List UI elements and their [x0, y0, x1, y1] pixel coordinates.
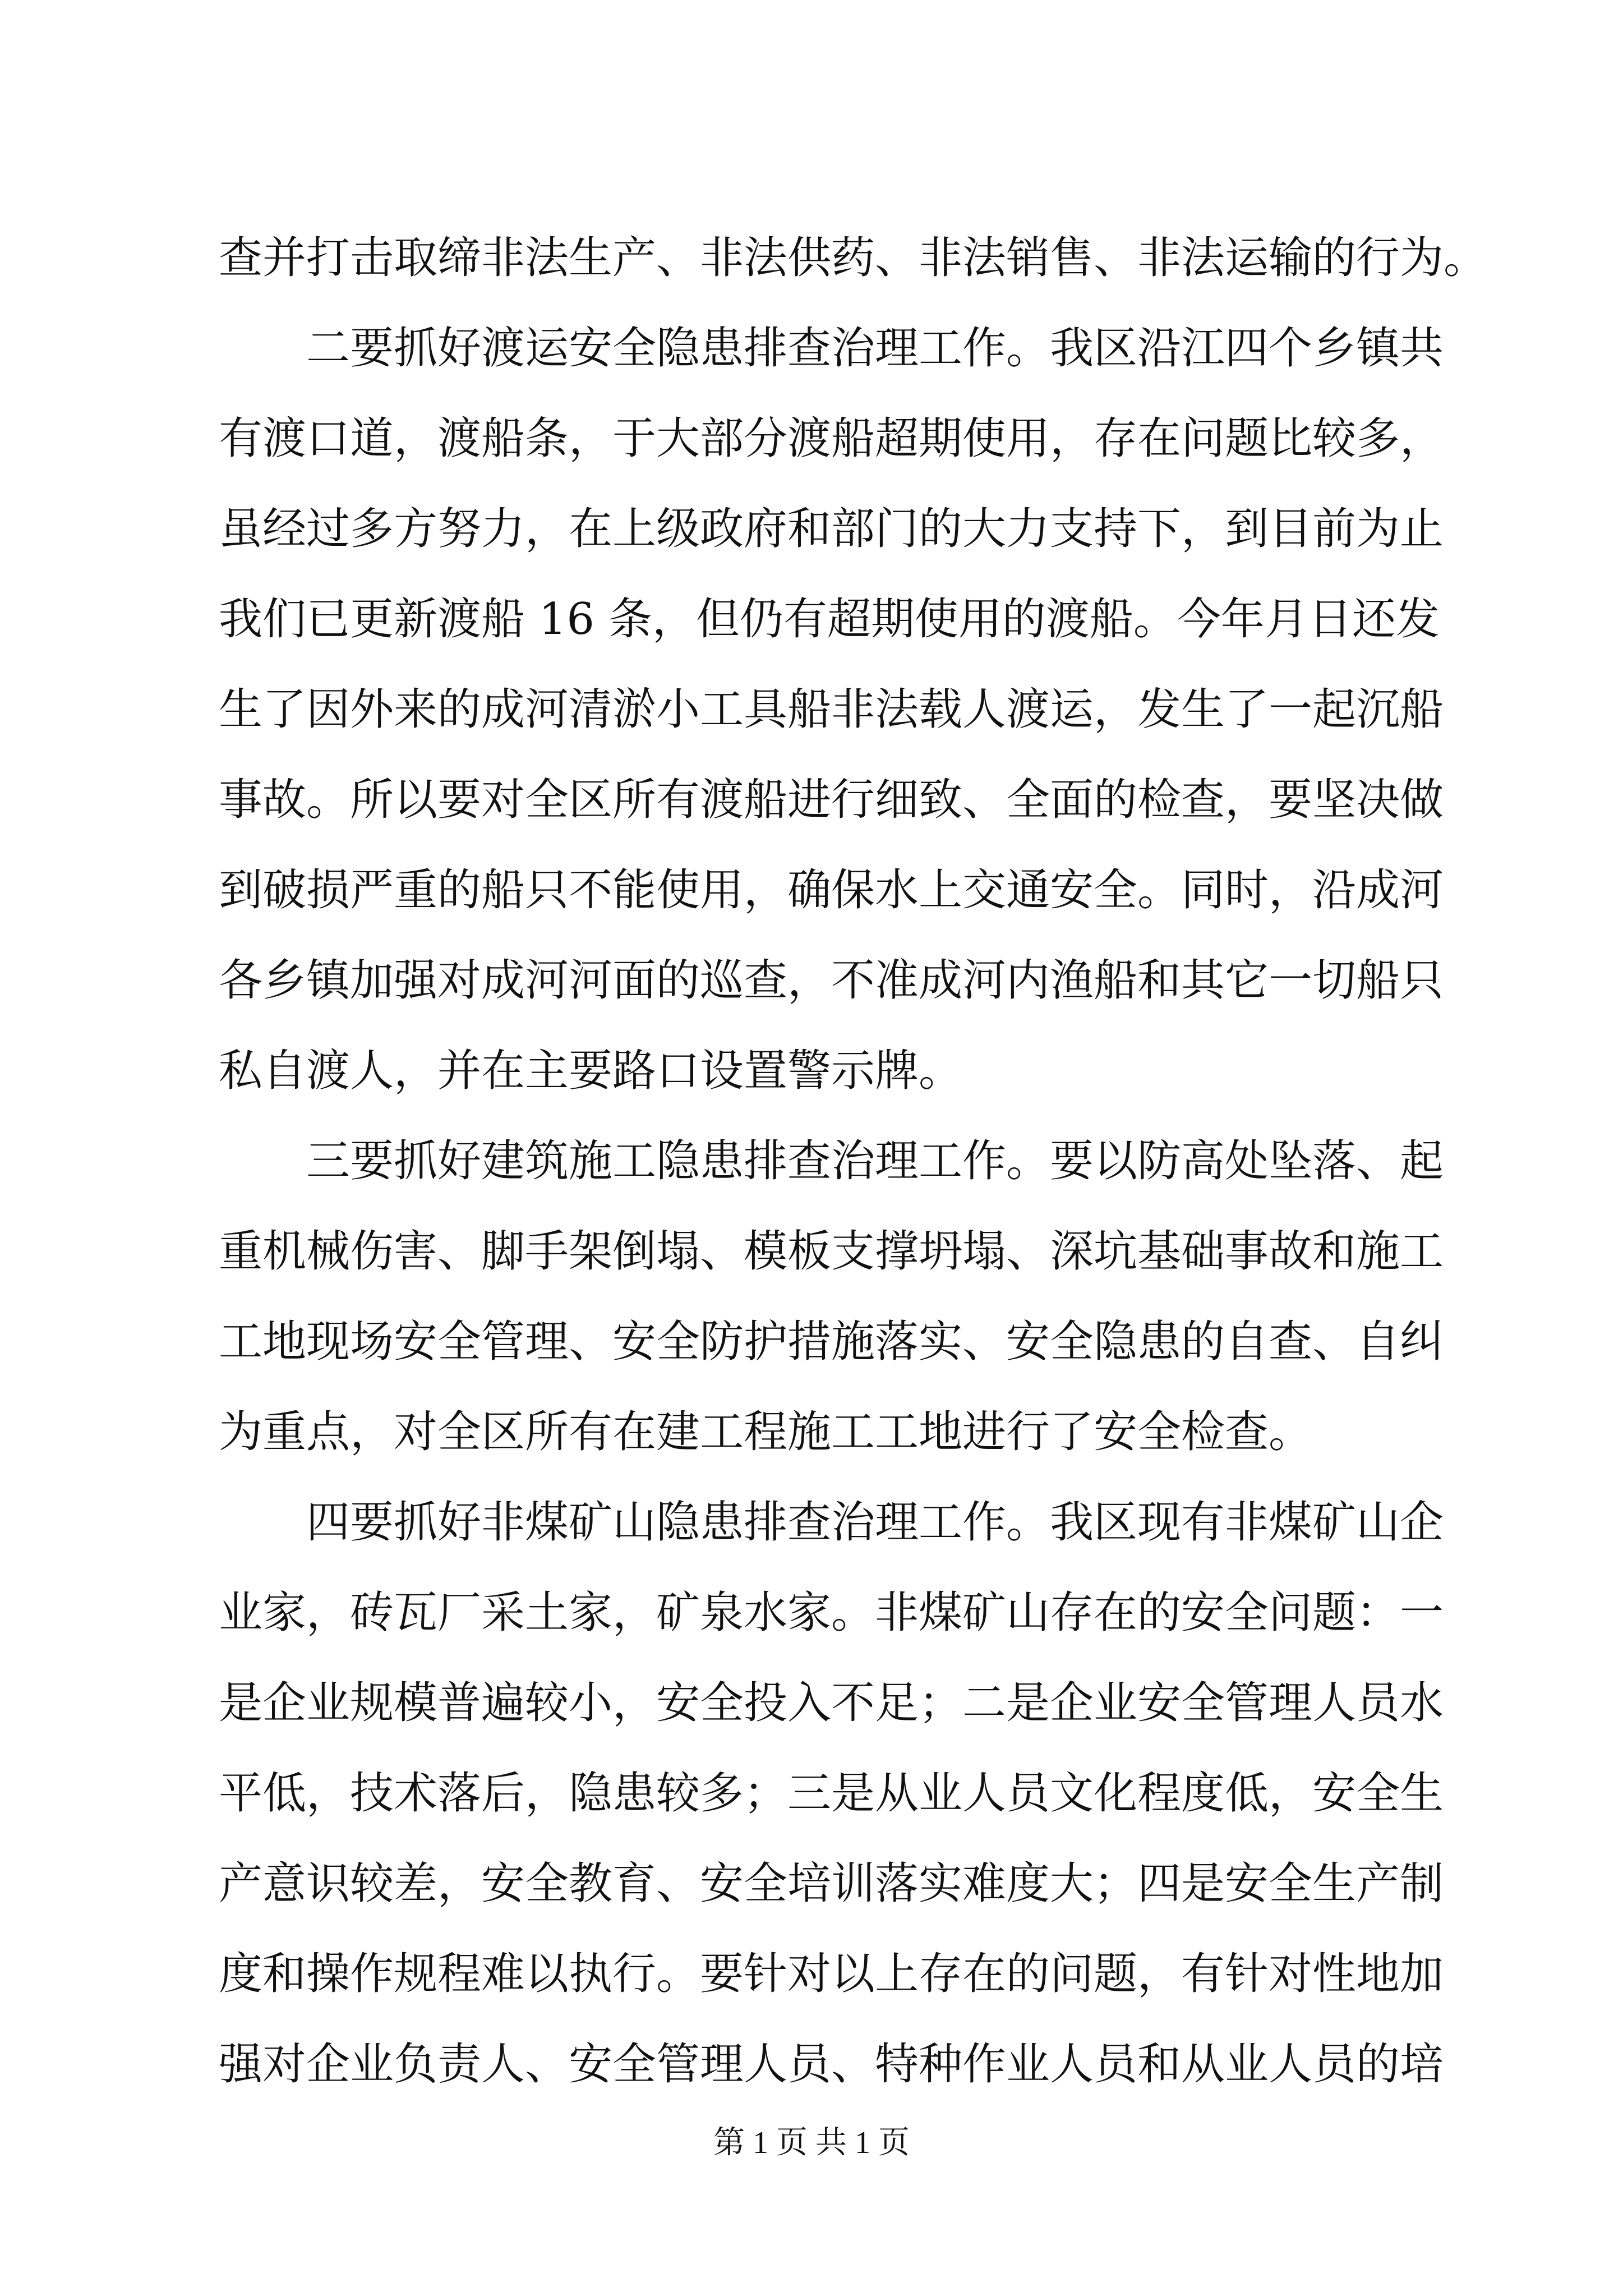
text-line: 生了因外来的成河清淤小工具船非法载人渡运，发生了一起沉船 [219, 684, 1444, 735]
text-line: 强对企业负责人、安全管理人员、特种作业人员和从业人员的培 [219, 2039, 1444, 2090]
text-line: 平低，技术落后，隐患较多；三是从业人员文化程度低，安全生 [219, 1768, 1444, 1819]
text-line: 产意识较差，安全教育、安全培训落实难度大；四是安全生产制 [219, 1858, 1444, 1909]
text-line: 二要抓好渡运安全隐患排查治理工作。我区沿江四个乡镇共 [306, 323, 1444, 374]
text-line: 虽经过多方努力，在上级政府和部门的大力支持下，到目前为止 [219, 504, 1444, 554]
text-line: 有渡口道，渡船条，于大部分渡船超期使用，存在问题比较多， [219, 413, 1444, 464]
text-line: 度和操作规程难以执行。要针对以上存在的问题，有针对性地加 [219, 1949, 1444, 1999]
text-line: 为重点，对全区所有在建工程施工工地进行了安全检查。 [219, 1407, 1313, 1457]
text-line: 私自渡人，并在主要路口设置警示牌。 [219, 1046, 963, 1096]
text-line: 重机械伤害、脚手架倒塌、模板支撑坍塌、深坑基础事故和施工 [219, 1226, 1444, 1277]
text-line: 查并打击取缔非法生产、非法供药、非法销售、非法运输的行为。 [219, 233, 1488, 283]
page-footer: 第 1 页 共 1 页 [713, 2125, 910, 2160]
text-line: 事故。所以要对全区所有渡船进行细致、全面的检查，要坚决做 [219, 775, 1444, 825]
text-line: 各乡镇加强对成河河面的巡查，不准成河内渔船和其它一切船只 [219, 955, 1444, 1006]
text-line: 我们已更新渡船 16 条，但仍有超期使用的渡船。今年月日还发 [219, 594, 1440, 645]
text-line: 三要抓好建筑施工隐患排查治理工作。要以防高处坠落、起 [306, 1136, 1444, 1186]
text-line: 是企业规模普遍较小，安全投入不足；二是企业安全管理人员水 [219, 1678, 1444, 1728]
text-line: 四要抓好非煤矿山隐患排查治理工作。我区现有非煤矿山企 [306, 1497, 1444, 1548]
text-line: 到破损严重的船只不能使用，确保水上交通安全。同时，沿成河 [219, 865, 1444, 915]
text-line: 业家，砖瓦厂采土家，矿泉水家。非煤矿山存在的安全问题：一 [219, 1588, 1444, 1638]
text-line: 工地现场安全管理、安全防护措施落实、安全隐患的自查、自纠 [219, 1317, 1444, 1367]
